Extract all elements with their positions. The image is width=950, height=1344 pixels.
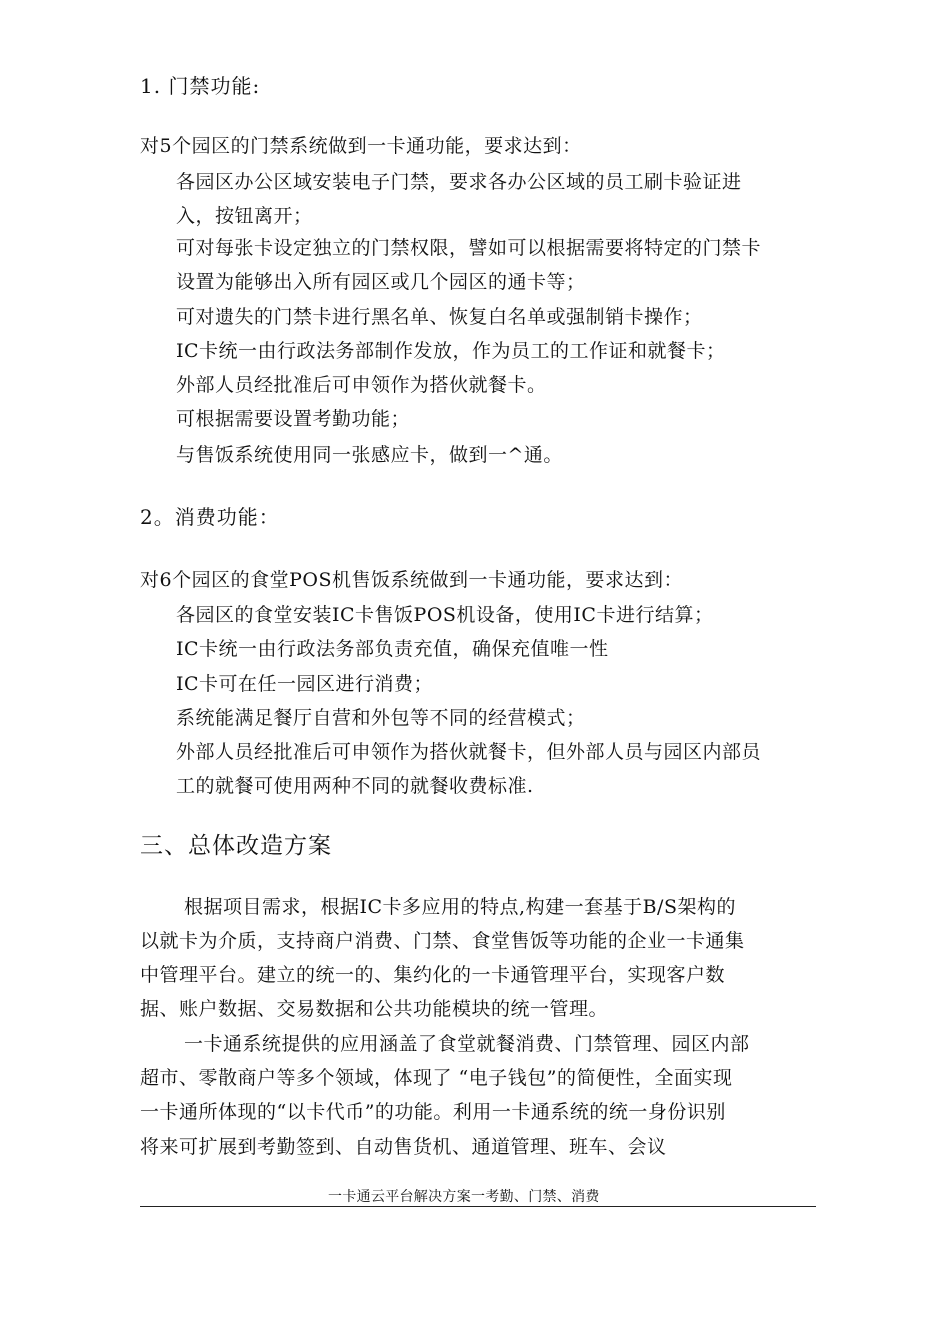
footer-text: 一卡通云平台解决方案一考勤、门禁、消费 bbox=[328, 1189, 600, 1205]
section3-paragraph2-line: 一卡通所体现的“以卡代币”的功能。利用一卡通系统的统一身份识别 bbox=[140, 1101, 726, 1123]
section2-intro: 对6个园区的食堂POS机售饭系统做到一卡通功能，要求达到： bbox=[140, 569, 683, 591]
section2-item-line: IC卡可在任一园区进行消费； bbox=[176, 673, 434, 695]
section3-paragraph1-line: 以就卡为介质，支持商户消费、门禁、食堂售饭等功能的企业一卡通集 bbox=[140, 930, 745, 952]
section1-item-line: 外部人员经批准后可申领作为搭伙就餐卡。 bbox=[176, 374, 547, 396]
footer-rule bbox=[140, 1206, 816, 1207]
section2-item-line: 工的就餐可使用两种不同的就餐收费标准. bbox=[176, 775, 534, 797]
section1-intro: 对5个园区的门禁系统做到一卡通功能，要求达到： bbox=[140, 135, 582, 157]
section1-item-line: 可对遗失的门禁卡进行黑名单、恢复白名单或强制销卡操作； bbox=[176, 306, 703, 328]
section1-item-line: 设置为能够出入所有园区或几个园区的通卡等； bbox=[176, 271, 586, 293]
section3-paragraph2-line: 将来可扩展到考勤签到、自动售货机、通道管理、班车、会议 bbox=[140, 1136, 667, 1158]
section3-paragraph1-line: 据、账户数据、交易数据和公共功能模块的统一管理。 bbox=[140, 998, 609, 1020]
section1-item-line: 可根据需要设置考勤功能； bbox=[176, 408, 411, 430]
section2-item-line: 外部人员经批准后可申领作为搭伙就餐卡，但外部人员与园区内部员 bbox=[176, 741, 762, 763]
section2-item-line: 系统能满足餐厅自营和外包等不同的经营模式； bbox=[176, 707, 586, 729]
section1-item-line: 各园区办公区域安装电子门禁，要求各办公区域的员工刷卡验证进 bbox=[176, 171, 742, 193]
section3-paragraph1-line: 根据项目需求，根据IC卡多应用的特点,构建一套基于B/S架构的 bbox=[184, 896, 736, 918]
section3-paragraph2-line: 一卡通系统提供的应用涵盖了食堂就餐消费、门禁管理、园区内部 bbox=[184, 1033, 750, 1055]
section2-item-line: 各园区的食堂安装IC卡售饭POS机设备，使用IC卡进行结算； bbox=[176, 604, 714, 626]
section3-paragraph1-line: 中管理平台。建立的统一的、集约化的一卡通管理平台，实现客户数 bbox=[140, 964, 726, 986]
section1-item-line: 与售饭系统使用同一张感应卡，做到一^通。 bbox=[176, 444, 563, 466]
section1-heading: 1. 门禁功能: bbox=[140, 74, 261, 98]
section1-item-line: 可对每张卡设定独立的门禁权限，譬如可以根据需要将特定的门禁卡 bbox=[176, 237, 762, 259]
section3-heading: 三、总体改造方案 bbox=[140, 833, 332, 859]
section2-heading: 2。消费功能： bbox=[140, 505, 280, 529]
section3-paragraph2-line: 超市、零散商户等多个领域，体现了 “电子钱包”的简便性，全面实现 bbox=[140, 1067, 733, 1089]
section1-item-line: 入，按钮离开； bbox=[176, 205, 313, 227]
section1-item-line: IC卡统一由行政法务部制作发放，作为员工的工作证和就餐卡； bbox=[176, 340, 726, 362]
section2-item-line: IC卡统一由行政法务部负责充值，确保充值唯一性 bbox=[176, 638, 609, 660]
